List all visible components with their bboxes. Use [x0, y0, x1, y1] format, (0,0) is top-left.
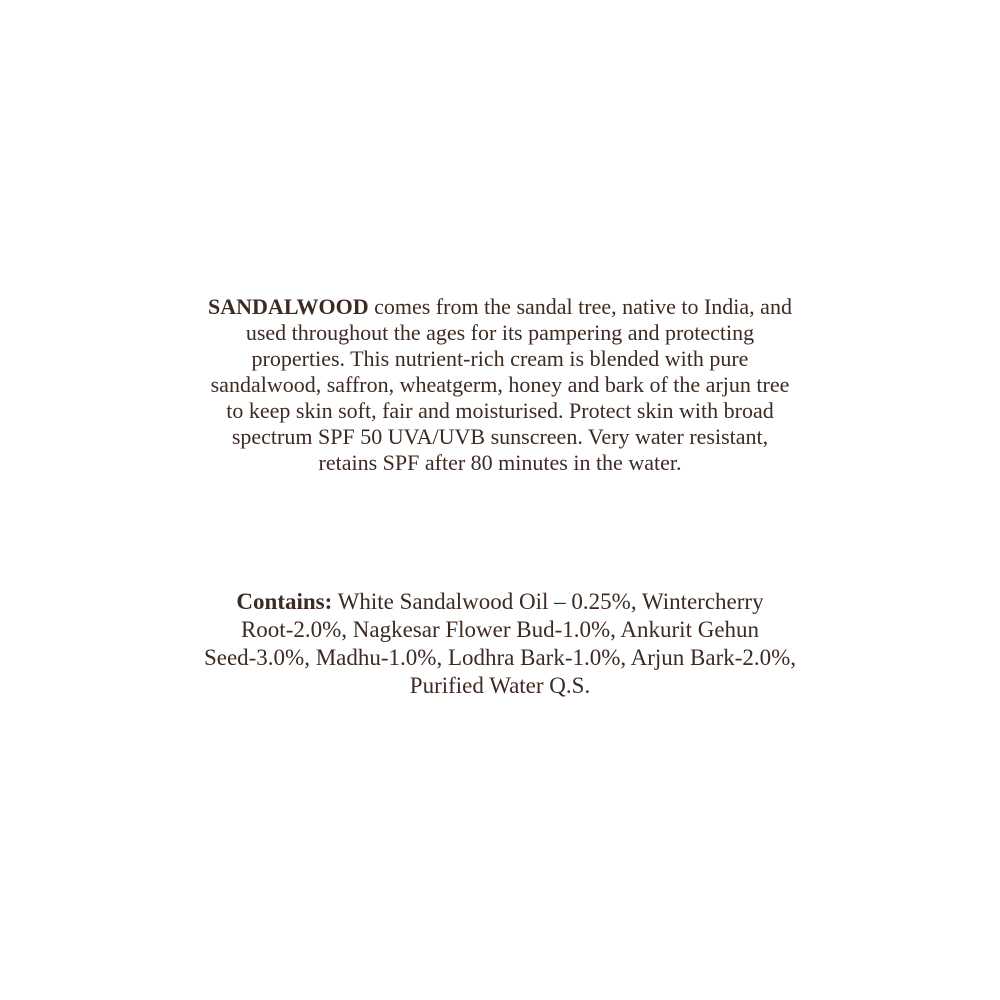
description-line — [120, 294, 880, 320]
ingredients-paragraph — [120, 588, 880, 700]
description-line-text: comes from the sandal tree, native to India, and — [368, 294, 792, 319]
description-line: spectrum SPF 50 UVA/UVB sunscreen. Very water resistant, — [231, 424, 769, 449]
ingredients-line: Purified Water Q.S. — [409, 673, 591, 698]
description-lead-word: SANDALWOOD — [208, 294, 369, 319]
description-paragraph — [120, 294, 880, 476]
description-line: sandalwood, saffron, wheatgerm, honey and bark of the arjun tree — [210, 372, 790, 397]
description-line: retains SPF after 80 minutes in the water. — [318, 450, 682, 475]
ingredients-line: Seed-3.0%, Madhu-1.0%, Lodhra Bark-1.0%, Arjun Bark-2.0%, — [203, 645, 797, 670]
description-line: used throughout the ages for its pampering and protecting — [245, 320, 755, 345]
description-line: to keep skin soft, fair and moisturised. Protect skin with broad — [226, 398, 774, 423]
ingredients-line — [120, 588, 880, 616]
ingredients-line-text: White Sandalwood Oil – 0.25%, Wintercherry — [332, 589, 764, 614]
description-line: properties. This nutrient-rich cream is blended with pure — [251, 346, 749, 371]
contains-label: Contains: — [236, 589, 333, 614]
ingredients-line: Root-2.0%, Nagkesar Flower Bud-1.0%, Ankurit Gehun — [240, 617, 760, 642]
